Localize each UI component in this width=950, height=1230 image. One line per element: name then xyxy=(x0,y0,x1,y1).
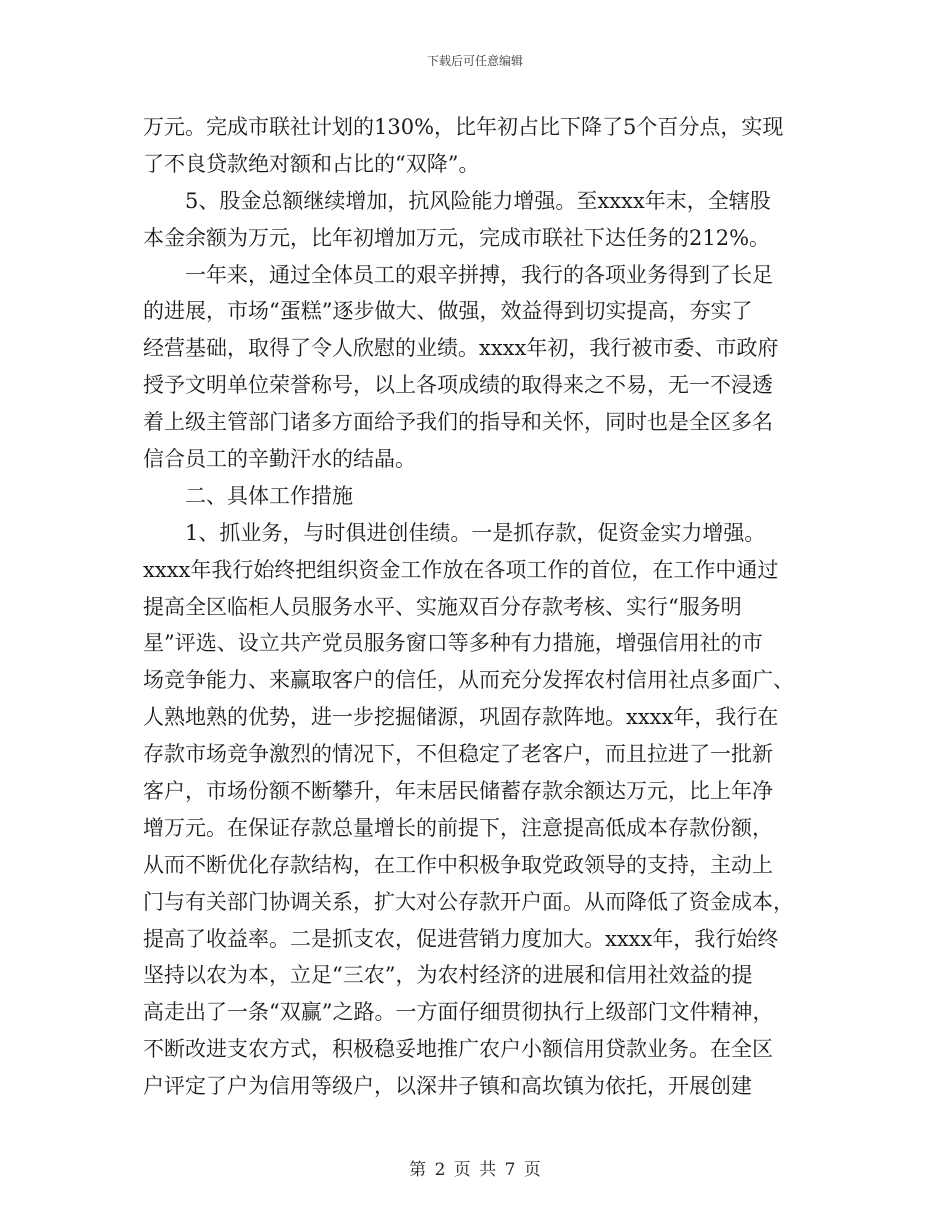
text-line: 高走出了一条“双赢”之路。一方面仔细贯彻执行上级部门文件精神， xyxy=(143,1000,774,1025)
page-number: 第 2 页 共 7 页 xyxy=(409,1160,541,1180)
text-line: 一年来，通过全体员工的艰辛拼搏，我行的各项业务得到了长足 xyxy=(143,262,773,287)
text-line: 授予文明单位荣誉称号，以上各项成绩的取得来之不易，无一不浸透 xyxy=(143,373,773,398)
text-line: 提高全区临柜人员服务水平、实施双百分存款考核、实行“服务明 xyxy=(143,594,742,619)
text-line: 本金余额为万元，比年初增加万元，完成市联社下达任务的212%。 xyxy=(143,225,771,250)
text-line: 客户，市场份额不断攀升，年末居民储蓄存款余额达万元，比上年净 xyxy=(143,779,773,804)
text-line: 了不良贷款绝对额和占比的“双降”。 xyxy=(143,151,480,176)
text-line: 提高了收益率。二是抓支农，促进营销力度加大。xxxx年，我行始终 xyxy=(143,926,779,951)
text-line: 万元。完成市联社计划的130%，比年初占比下降了5个百分点，实现 xyxy=(143,115,784,139)
text-line: 场竞争能力、来赢取客户的信任，从而充分发挥农村信用社点多面广、 xyxy=(143,668,794,693)
text-line: 增万元。在保证存款总量增长的前提下，注意提高低成本存款份额， xyxy=(143,815,773,840)
text-line: 从而不断优化存款结构，在工作中积极争取党政领导的支持，主动上 xyxy=(143,852,773,877)
text-line: 信合员工的辛勤汗水的结晶。 xyxy=(143,447,416,472)
text-line: 5、股金总额继续增加，抗风险能力增强。至xxxx年末，全辖股 xyxy=(143,188,771,213)
section-heading: 二、具体工作措施 xyxy=(143,483,353,508)
document-body xyxy=(143,109,808,1105)
text-line: xxxx年我行始终把组织资金工作放在各项工作的首位，在工作中通过 xyxy=(143,557,779,582)
text-line: 1、抓业务，与时俱进创佳绩。一是抓存款，促资金实力增强。 xyxy=(143,520,766,545)
text-line: 着上级主管部门诸多方面给予我们的指导和关怀，同时也是全区多名 xyxy=(143,410,773,435)
text-line: 坚持以农为本，立足“三农”，为农村经济的进展和信用社效益的提 xyxy=(143,963,753,988)
text-line: 门与有关部门协调关系，扩大对公存款开户面。从而降低了资金成本， xyxy=(143,889,794,914)
text-line: 经营基础，取得了令人欣慰的业绩。xxxx年初，我行被市委、市政府 xyxy=(143,336,779,361)
text-line: 人熟地熟的优势，进一步挖掘储源，巩固存款阵地。xxxx年，我行在 xyxy=(143,705,779,730)
text-line: 的进展，市场“蛋糕”逐步做大、做强，效益得到切实提高，夯实了 xyxy=(143,299,753,324)
text-line: 户评定了户为信用等级户，以深井子镇和高坎镇为依托，开展创建 xyxy=(143,1074,752,1099)
text-line: 不断改进支农方式，积极稳妥地推广农户小额信用贷款业务。在全区 xyxy=(143,1037,773,1062)
text-line: 存款市场竞争激烈的情况下，不但稳定了老客户，而且拉进了一批新 xyxy=(143,742,773,767)
text-line: 星”评选、设立共产党员服务窗口等多种有力措施，增强信用社的市 xyxy=(143,631,763,656)
page-header-note: 下载后可任意编辑 xyxy=(426,54,523,68)
